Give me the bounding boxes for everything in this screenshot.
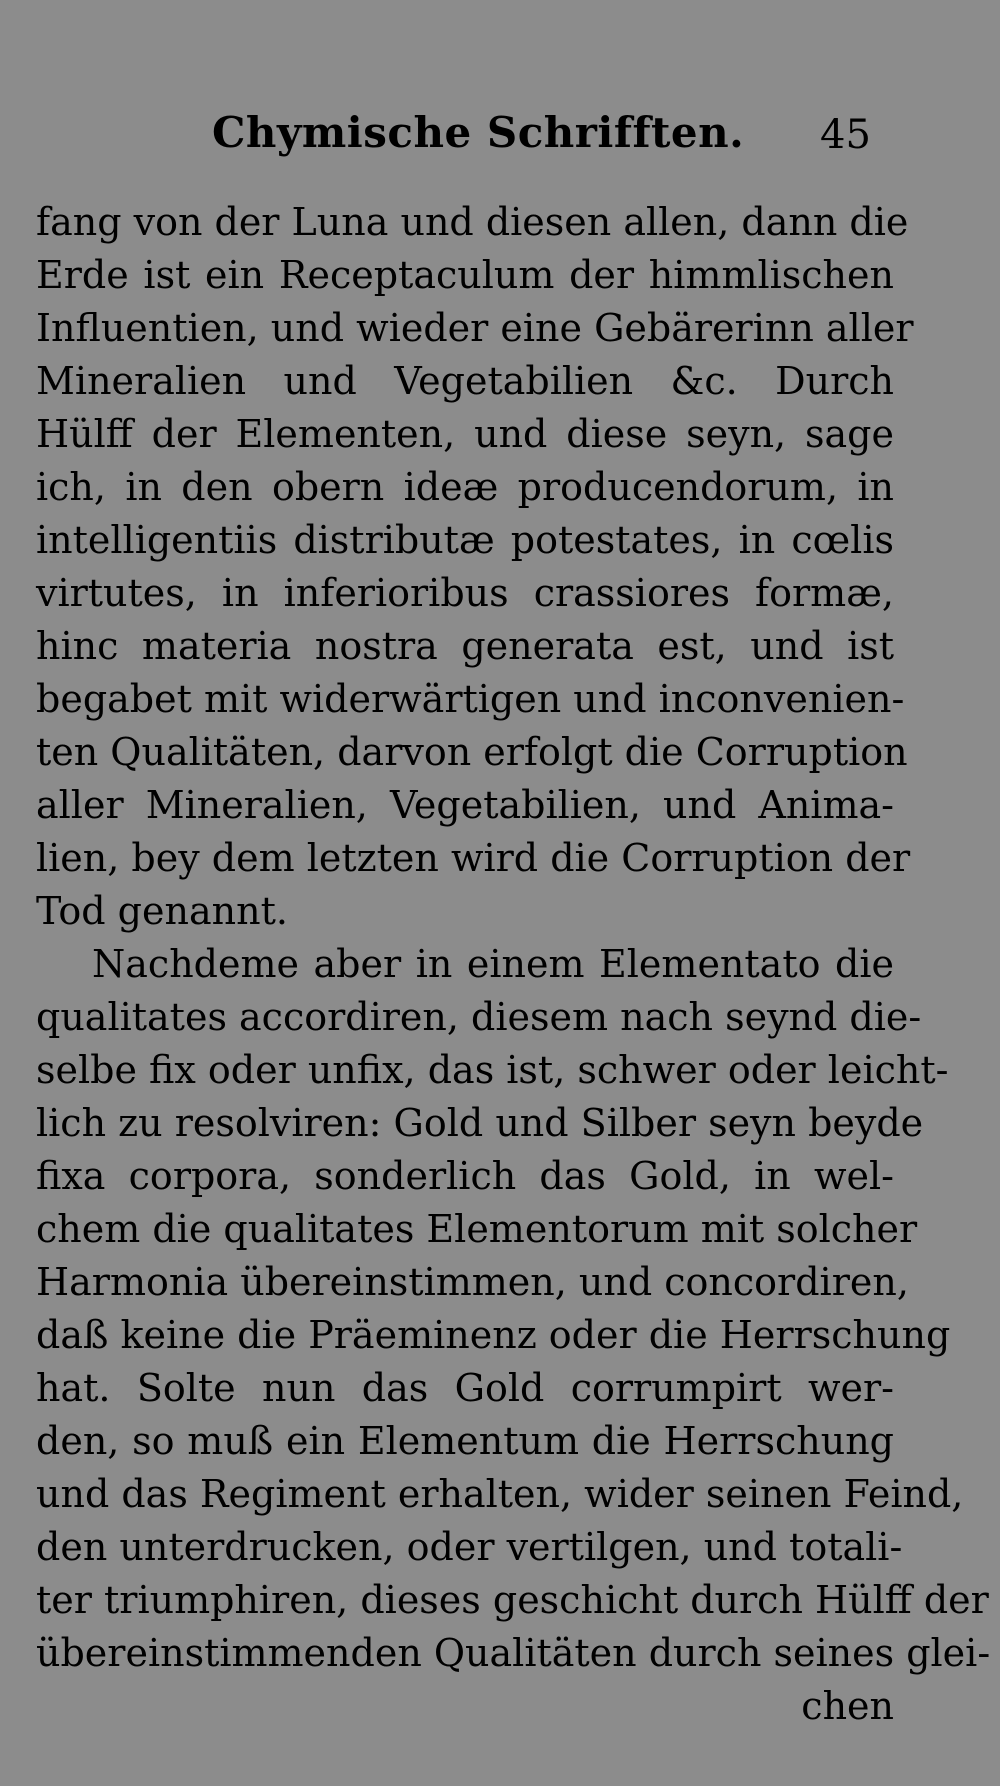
text-line: den, so muß ein Elementum die Herrschung — [36, 1419, 894, 1463]
text-line: selbe fix oder unfix, das ist, schwer oder leicht- — [36, 1048, 949, 1092]
text-line: ten Qualitäten, darvon erfolgt die Corruption — [36, 730, 908, 774]
text-line: Influentien, und wieder eine Gebärerinn aller — [36, 306, 914, 350]
running-head — [0, 108, 1000, 168]
text-line: und das Regiment erhalten, wider seinen Feind, — [36, 1472, 964, 1516]
text-line: hinc materia nostra generata est, und ist — [36, 624, 894, 668]
paragraph-end-line: Tod genannt. — [36, 889, 288, 933]
text-line: ich, in den obern ideæ producendorum, in — [36, 465, 894, 509]
text-line: virtutes, in inferioribus crassiores formæ, — [36, 571, 894, 615]
catchword: chen — [801, 1684, 894, 1728]
text-line: den unterdrucken, oder vertilgen, und totali- — [36, 1525, 903, 1569]
text-line: lien, bey dem letzten wird die Corruption der — [36, 836, 911, 880]
text-line: ter triumphiren, dieses geschicht durch Hülff der — [36, 1578, 989, 1622]
text-line: Harmonia übereinstimmen, und concordiren, — [36, 1260, 909, 1304]
text-line: Mineralien und Vegetabilien &c. Durch — [36, 359, 894, 403]
text-line: Erde ist ein Receptaculum der himmlischen — [36, 253, 894, 297]
text-line: lich zu resolviren: Gold und Silber seyn beyde — [36, 1101, 924, 1145]
text-line: chem die qualitates Elementorum mit solcher — [36, 1207, 918, 1251]
text-line: intelligentiis distributæ potestates, in cœlis — [36, 518, 894, 562]
text-line: begabet mit widerwärtigen und inconvenien- — [36, 677, 905, 721]
text-line: übereinstimmenden Qualitäten durch seines glei- — [36, 1631, 991, 1675]
page-number: 45 — [820, 112, 871, 158]
text-line: fang von der Luna und diesen allen, dann die — [36, 200, 909, 244]
text-line: hat. Solte nun das Gold corrumpirt wer- — [36, 1366, 894, 1410]
text-line: daß keine die Präeminenz oder die Herrschung — [36, 1313, 951, 1357]
paragraph-start-line: Nachdeme aber in einem Elementato die — [92, 942, 894, 986]
header-title: Chymische Schrifften. — [212, 108, 745, 157]
text-line: Hülff der Elementen, und diese seyn, sage — [36, 412, 894, 456]
text-line: qualitates accordiren, diesem nach seynd die- — [36, 995, 922, 1039]
body-text — [36, 196, 991, 1733]
text-line: fixa corpora, sonderlich das Gold, in wel- — [36, 1154, 894, 1198]
text-line: aller Mineralien, Vegetabilien, und Anima- — [36, 783, 894, 827]
